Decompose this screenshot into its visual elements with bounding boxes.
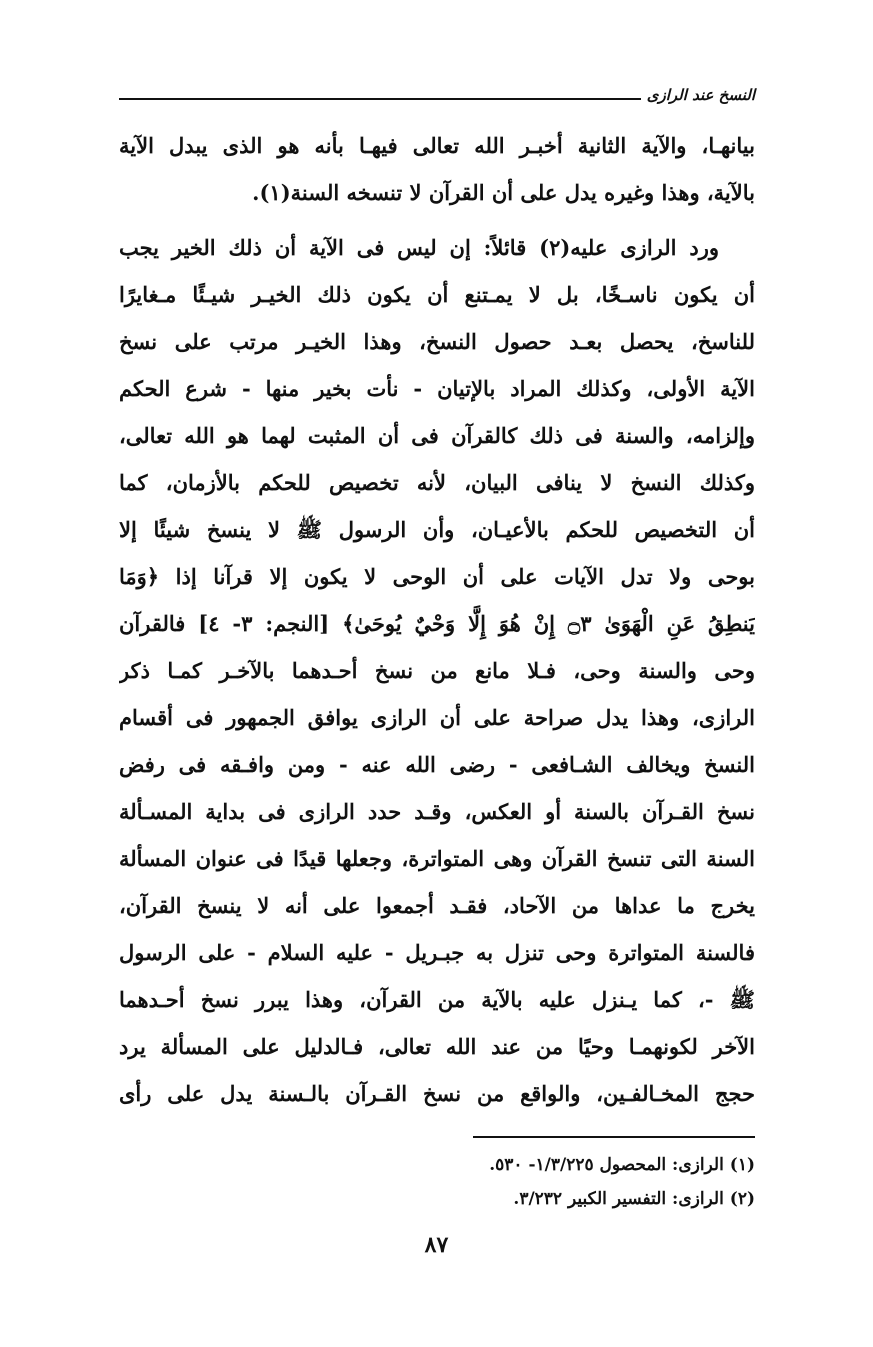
text-line: نسخ القـرآن بالسنة أو العكس، وقـد حدد الرازى فى بداية المسـألة <box>119 799 755 824</box>
footnotes <box>119 1148 755 1216</box>
text-line: أن التخصيص للحكم بالأعيـان، وأن الرسول ﷺ لا ينسخ شيئًا إلا <box>119 517 755 542</box>
paragraph-2 <box>119 224 755 1117</box>
text-line: بوحى ولا تدل الآيات على أن الوحى لا يكون إلا قرآنا إذا ﴿وَمَا <box>119 564 755 589</box>
text-line: وإلزامه، والسنة فى ذلك كالقرآن فى أن المثبت لهما هو الله تعالى، <box>119 423 755 448</box>
text-line: بيانهـا، والآية الثانية أخبـر الله تعالى فيهـا بأنه هو الذى يبدل الآية <box>119 133 755 158</box>
text-line: يخرج ما عداها من الآحاد، فقـد أجمعوا على أنه لا ينسخ القرآن، <box>119 893 755 918</box>
text-line: ﷺ -، كما يـنزل عليه بالآية من القرآن، وهذا يبرر نسخ أحـدهما <box>119 987 755 1012</box>
body-text <box>119 122 755 1117</box>
text-line: الآخر لكونهمـا وحيًا من عند الله تعالى، فـالدليل على المسألة يرد <box>119 1034 755 1059</box>
text-line: الآية الأولى، وكذلك المراد بالإتيان - نأت بخير منها - شرع الحكم <box>119 376 755 401</box>
text-line: وحى والسنة وحى، فـلا مانع من نسخ أحـدهما بالآخـر كمـا ذكر <box>119 658 755 683</box>
text-line: للناسخ، يحصل بعـد حصول النسخ، وهذا الخيـر مرتب على نسخ <box>119 329 755 354</box>
paragraph-gap <box>119 216 755 224</box>
text-line: وكذلك النسخ لا ينافى البيان، لأنه تخصيص للحكم بالأزمان، كما <box>119 470 755 495</box>
text-line: حجج المخـالفـين، والواقع من نسخ القـرآن بالـسنة يدل على رأى <box>119 1081 755 1106</box>
running-header <box>119 84 755 106</box>
footnote-2: (٢) الرازى: التفسير الكبير ٣/٢٣٢. <box>513 1189 755 1209</box>
text-line: السنة التى تنسخ القرآن وهى المتواترة، وجعلها قيدًا فى عنوان المسألة <box>119 846 755 871</box>
text-line: فالسنة المتواترة وحى تنزل به جبـريل - عليه السلام - على الرسول <box>119 940 755 965</box>
text-line: النسخ ويخالف الشـافعى - رضى الله عنه - ومن وافـقه فى رفض <box>119 752 755 777</box>
text-line: يَنطِقُ عَنِ الْهَوَىٰ ۝٣ إِنْ هُوَ إِلَّا وَحْيٌ يُوحَىٰ﴾ [النجم: ٣- ٤] فالقرآن <box>119 611 755 636</box>
header-rule <box>119 98 641 100</box>
text-line: أن يكون ناسـخًا، بل لا يمـتنع أن يكون ذلك الخيـر شيـئًا مـغايرًا <box>119 282 755 307</box>
footnote-1: (١) الرازى: المحصول ١/٣/٢٢٥- ٥٣٠. <box>489 1155 755 1175</box>
paragraph-1 <box>119 122 755 216</box>
page-number: ٨٧ <box>424 1232 449 1258</box>
text-line: الرازى، وهذا يدل صراحة على أن الرازى يوافق الجمهور فى أقسام <box>119 705 755 730</box>
running-header-title: النسخ عند الرازى <box>646 86 755 104</box>
footnote-rule <box>473 1136 755 1138</box>
text-line: ورد الرازى عليه(٢) قائلاً: إن ليس فى الآية أن ذلك الخير يجب <box>119 235 719 260</box>
text-line: بالآية، وهذا وغيره يدل على أن القرآن لا تنسخه السنة(١). <box>252 180 755 205</box>
